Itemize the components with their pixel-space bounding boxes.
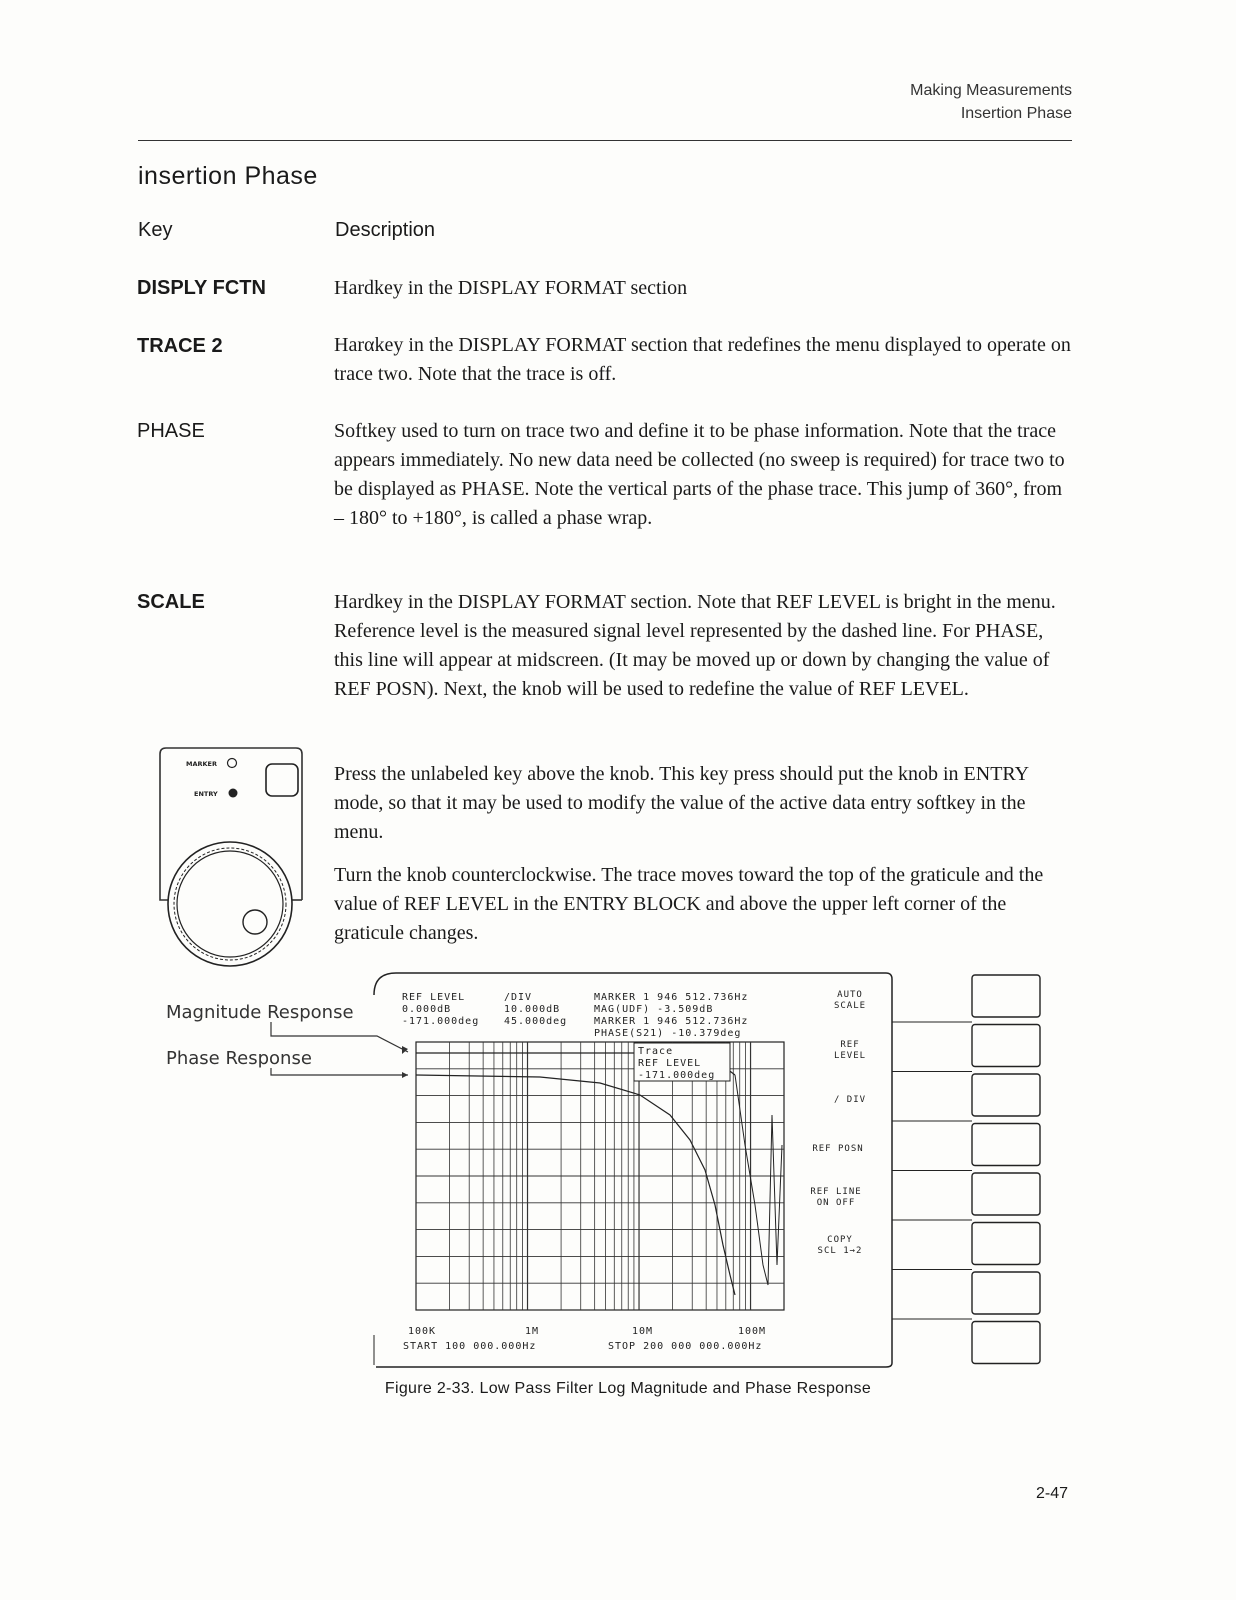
running-header-chapter: Making Measurements	[910, 82, 1072, 99]
softkey-button-7[interactable]	[972, 1272, 1040, 1314]
softkey-button-2[interactable]	[972, 1025, 1040, 1067]
div-deg: 45.000deg	[504, 1016, 568, 1027]
analyzer-screen-figure	[160, 965, 1080, 1375]
knob-panel-illustration	[150, 740, 320, 970]
phase-readout: PHASE(S21) -10.379deg	[594, 1028, 742, 1039]
softkey-label-scl: SCL 1→2	[817, 1246, 863, 1256]
running-header-section: Insertion Phase	[960, 105, 1072, 122]
start-frequency: START 100 000.000Hz	[403, 1341, 537, 1352]
softkey-label-div: / DIV	[833, 1095, 867, 1105]
entry-ref-label: REF LEVEL	[638, 1058, 702, 1069]
knob-turn-paragraph: Turn the knob counterclockwise. The trace moves toward the top of the graticule and the value of REF LEVEL in the ENTRY BLOCK and above the upper left corner of the graticule changes.	[334, 864, 1044, 944]
key-disply-fctn: DISPLY FCTN	[137, 277, 266, 299]
phase-trace	[416, 1075, 735, 1295]
column-header-key: Key	[138, 219, 173, 241]
x-tick-10m: 10M	[632, 1326, 654, 1337]
x-tick-100k: 100K	[408, 1326, 437, 1337]
desc-trace-2: Harαkey in the DISPLAY FORMAT section that redefines the menu displayed to operate on trace two. Note that the trace is off.	[334, 334, 1071, 385]
x-tick-100m: 100M	[738, 1326, 767, 1337]
marker1-readout: MARKER 1 946 512.736Hz	[594, 992, 749, 1003]
unlabeled-key-button[interactable]	[266, 764, 298, 796]
softkey-label-scale: SCALE	[833, 1001, 867, 1011]
page-number: 2-47	[1035, 1485, 1068, 1502]
entry-value: -171.000deg	[638, 1070, 716, 1081]
marker-label: MARKER	[186, 760, 217, 768]
magnitude-response-callout: Magnitude Response	[166, 1002, 354, 1023]
ref-level-label: REF LEVEL	[402, 992, 466, 1003]
desc-scale: Hardkey in the DISPLAY FORMAT section. Note that REF LEVEL is bright in the menu. Reference level is the measured signal level represented by the dashed line. For PHASE, this line will appear at midscreen. (It may be moved up or down by changing the value of REF POSN). Next, the knob will be used to redefine the value of REF LEVEL.	[334, 591, 1056, 700]
softkey-label-ref-line: REF LINE	[810, 1187, 862, 1197]
entry-led-icon	[229, 789, 238, 798]
softkey-label-level: LEVEL	[833, 1051, 867, 1061]
softkey-button-6[interactable]	[972, 1223, 1040, 1265]
ref-level-deg: -171.000deg	[402, 1016, 480, 1027]
softkey-label-ref-posn: REF POSN	[812, 1144, 864, 1154]
softkey-button-1[interactable]	[972, 975, 1040, 1017]
div-db: 10.000dB	[504, 1004, 561, 1015]
header-rule	[138, 140, 1072, 141]
section-title: insertion Phase	[138, 162, 318, 190]
ref-level-db: 0.000dB	[402, 1004, 452, 1015]
softkey-label-ref: REF	[840, 1040, 860, 1050]
entry-trace-label: Trace	[638, 1046, 674, 1057]
magnitude-readout: MAG(UDF) -3.509dB	[594, 1004, 714, 1015]
stop-frequency: STOP 200 000 000.000Hz	[608, 1341, 763, 1352]
phase-response-callout: Phase Response	[166, 1048, 312, 1069]
column-header-description: Description	[335, 219, 436, 241]
phase-wrap-trace	[735, 1075, 782, 1285]
marker2-readout: MARKER 1 946 512.736Hz	[594, 1016, 749, 1027]
key-scale: SCALE	[137, 591, 205, 613]
figure-caption: Figure 2-33. Low Pass Filter Log Magnitude and Phase Response	[384, 1380, 872, 1397]
marker-led-icon	[228, 759, 237, 768]
knob-instructions	[334, 760, 1074, 962]
softkey-button-5[interactable]	[972, 1173, 1040, 1215]
softkey-label-on-off: ON OFF	[816, 1198, 856, 1208]
key-trace-2: TRACE 2	[137, 335, 223, 357]
softkey-button-3[interactable]	[972, 1074, 1040, 1116]
softkey-column	[892, 975, 1040, 1364]
knob-icon[interactable]	[168, 842, 292, 966]
softkey-label-auto: AUTO	[837, 990, 863, 1000]
div-label: /DIV	[504, 992, 533, 1003]
softkey-button-4[interactable]	[972, 1124, 1040, 1166]
softkey-label-copy: COPY	[827, 1235, 853, 1245]
key-phase: PHASE	[137, 420, 205, 442]
softkey-button-8[interactable]	[972, 1322, 1040, 1364]
desc-phase: Softkey used to turn on trace two and define it to be phase information. Note that the trace appears immediately. No new data need be collected (no sweep is required) for trace two to be displayed as PHASE. Note the vertical parts of the phase trace. This jump of 360°, from – 180° to +180°, is called a phase wrap.	[334, 420, 1065, 529]
entry-label: ENTRY	[194, 790, 218, 798]
x-tick-1m: 1M	[525, 1326, 540, 1337]
knob-press-paragraph: Press the unlabeled key above the knob. This key press should put the knob in ENTRY mode, so that it may be used to modify the value of the active data entry softkey in the menu.	[334, 763, 1029, 843]
desc-disply-fctn: Hardkey in the DISPLAY FORMAT section	[334, 277, 688, 299]
